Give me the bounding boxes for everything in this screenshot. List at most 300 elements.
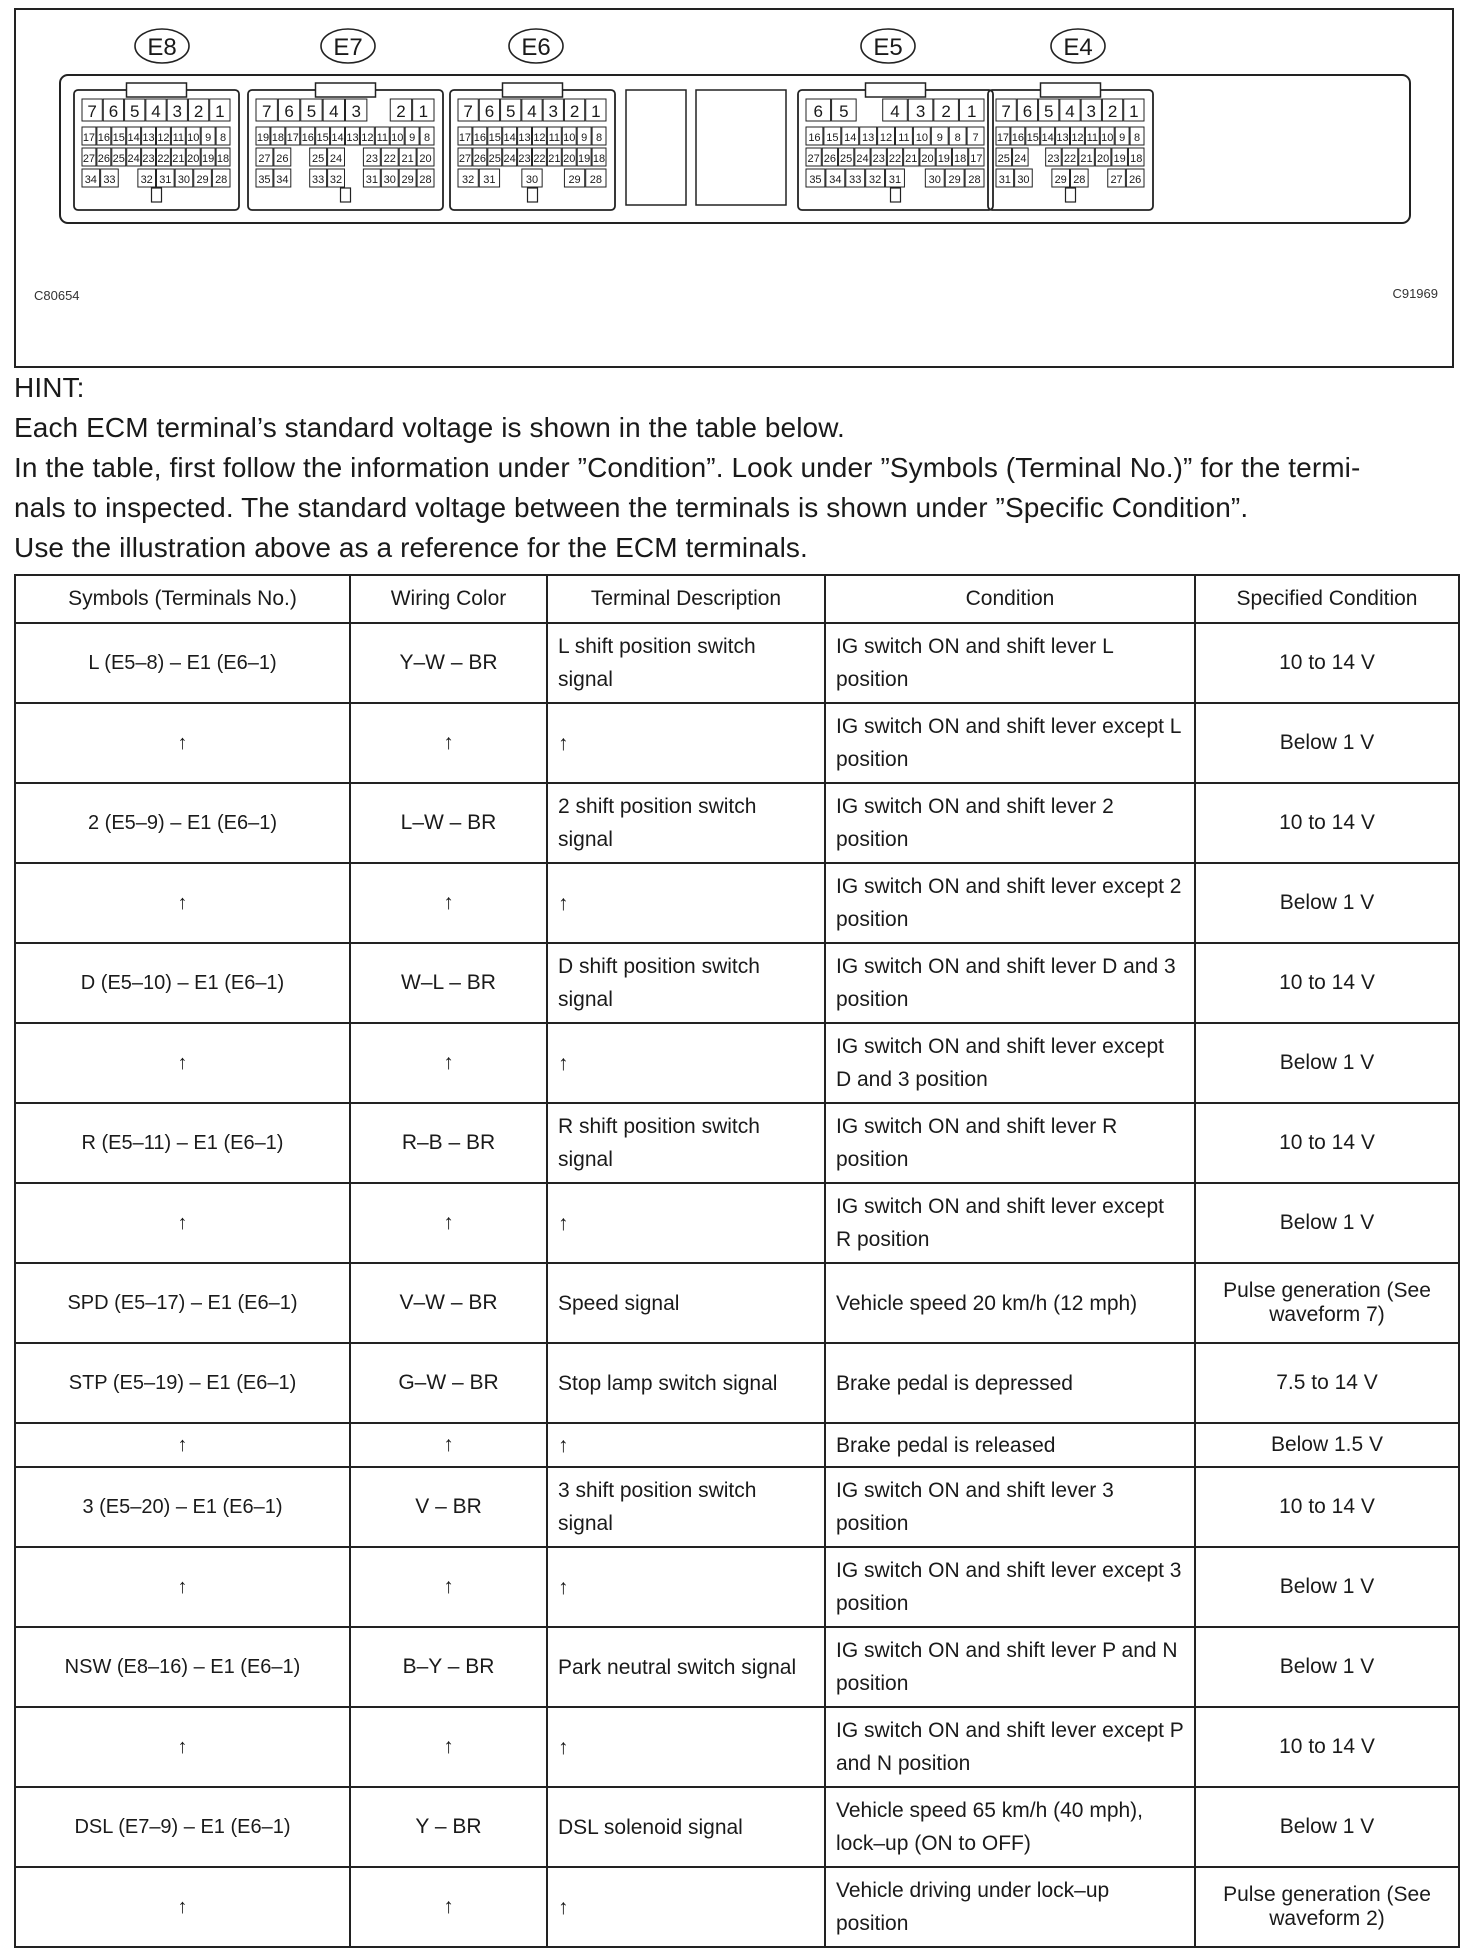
pin-number: 11 [376, 132, 389, 144]
pin-number: 18 [271, 132, 284, 144]
pin-number: 4 [890, 102, 900, 121]
key-slot [341, 188, 351, 202]
pin-number: 1 [1129, 102, 1139, 121]
pin-number: 31 [159, 174, 172, 186]
cell-specified-condition: Below 1 V [1195, 1627, 1459, 1707]
cell-wiring-color: Y – BR [350, 1787, 547, 1867]
pin-number: 6 [284, 102, 294, 121]
pin-number: 20 [187, 153, 200, 165]
pin-number: 18 [592, 153, 606, 165]
cell-condition: IG switch ON and shift lever L position [825, 623, 1195, 703]
cell-wiring-color: ↑ [350, 1423, 547, 1467]
pin-number: 14 [844, 132, 857, 144]
pin-number: 8 [595, 132, 603, 144]
pin-number: 3 [1086, 102, 1097, 121]
cell-symbol: 3 (E5–20) – E1 (E6–1) [15, 1467, 350, 1547]
pin-number: 2 [569, 102, 580, 121]
pin-number: 26 [823, 153, 837, 165]
pin-number: 3 [548, 102, 559, 121]
pin-number: 20 [419, 153, 432, 165]
cell-description: 2 shift position switch signal [547, 783, 825, 863]
pin-number: 31 [365, 174, 378, 186]
pin-number: 5 [839, 102, 849, 121]
pin-number: 32 [462, 174, 475, 186]
key-slot [1066, 188, 1076, 202]
cell-description: ↑ [547, 1023, 825, 1103]
pin-number: 2 [1107, 102, 1118, 121]
pin-number: 2 [193, 102, 204, 121]
connector-label: E4 [1063, 34, 1093, 61]
pin-number: 19 [578, 153, 591, 165]
pin-number: 16 [1011, 132, 1024, 144]
pin-number: 30 [525, 174, 539, 186]
pin-number: 24 [503, 153, 516, 165]
cell-condition: IG switch ON and shift lever 3 position [825, 1467, 1195, 1547]
table-row [15, 623, 1459, 703]
pin-number: 8 [954, 132, 961, 144]
pin-number: 15 [112, 132, 125, 144]
pin-number: 14 [331, 132, 344, 144]
key-slot [891, 188, 901, 202]
pin-number: 12 [533, 132, 546, 144]
cell-condition: IG switch ON and shift lever except 2 position [825, 863, 1195, 943]
cell-description: Speed signal [547, 1263, 825, 1343]
pin-number: 17 [458, 132, 472, 144]
pin-number: 10 [915, 132, 928, 144]
pin-number: 24 [1014, 153, 1027, 165]
cell-wiring-color: ↑ [350, 863, 547, 943]
pin-number: 2 [941, 102, 951, 121]
cell-specified-condition: 10 to 14 V [1195, 1707, 1459, 1787]
pin-number: 22 [533, 153, 546, 165]
pin-number: 5 [306, 102, 317, 121]
cell-condition: Vehicle driving under lock–up position [825, 1867, 1195, 1947]
pin-number: 11 [172, 132, 185, 144]
pin-number: 9 [1119, 132, 1126, 144]
cell-symbol: D (E5–10) – E1 (E6–1) [15, 943, 350, 1023]
cell-specified-condition: Pulse generation (See waveform 7) [1195, 1263, 1459, 1343]
connector-label: E8 [147, 34, 177, 61]
pin-number: 27 [82, 153, 96, 165]
cell-condition: Brake pedal is released [825, 1423, 1195, 1467]
connector-label: E6 [521, 34, 551, 61]
pin-number: 21 [172, 153, 185, 165]
pin-number: 30 [177, 174, 191, 186]
pin-number: 27 [1110, 174, 1123, 186]
pin-number: 1 [591, 102, 601, 121]
pin-number: 7 [87, 102, 97, 121]
cell-specified-condition: Below 1 V [1195, 1787, 1459, 1867]
cell-specified-condition: 10 to 14 V [1195, 1103, 1459, 1183]
key-slot [152, 188, 162, 202]
header-terminal-description: Terminal Description [547, 575, 825, 623]
pin-number: 33 [849, 174, 862, 186]
pin-number: 12 [361, 132, 374, 144]
pin-number: 25 [312, 153, 325, 165]
pin-number: 17 [996, 132, 1010, 144]
pin-number: 11 [1086, 132, 1099, 144]
pin-number: 20 [563, 153, 576, 165]
cell-specified-condition: Below 1 V [1195, 703, 1459, 783]
pin-number: 12 [157, 132, 170, 144]
pin-number: 21 [1080, 153, 1093, 165]
ecm-body-outline [60, 75, 1410, 223]
pin-number: 8 [423, 132, 431, 144]
cell-wiring-color: ↑ [350, 703, 547, 783]
cell-symbol: STP (E5–19) – E1 (E6–1) [15, 1343, 350, 1423]
pin-number: 29 [401, 174, 414, 186]
cell-wiring-color: ↑ [350, 1707, 547, 1787]
pin-number: 9 [581, 132, 588, 144]
pin-number: 11 [898, 132, 910, 144]
pin-number: 4 [527, 102, 537, 121]
pin-number: 4 [329, 102, 339, 121]
cell-description: 3 shift position switch signal [547, 1467, 825, 1547]
pin-number: 28 [589, 174, 602, 186]
pin-number: 25 [112, 153, 125, 165]
pin-number: 27 [458, 153, 472, 165]
pin-number: 25 [997, 153, 1010, 165]
cell-description: ↑ [547, 863, 825, 943]
connector-tab [316, 83, 376, 97]
pin-number: 29 [196, 174, 209, 186]
pin-number: 17 [286, 132, 299, 144]
hint-line-2: In the table, first follow the information under ”Condition”. Look under ”Symbols (Terminal No.)” for the termi- [14, 452, 1361, 483]
pin-number: 34 [276, 174, 289, 186]
cell-description: D shift position switch signal [547, 943, 825, 1023]
cell-description: L shift position switch signal [547, 623, 825, 703]
table-row [15, 943, 1459, 1023]
pin-number: 28 [1073, 174, 1086, 186]
pin-number: 7 [972, 132, 979, 144]
cell-symbol: SPD (E5–17) – E1 (E6–1) [15, 1263, 350, 1343]
pin-number: 13 [142, 132, 155, 144]
pin-number: 6 [813, 102, 824, 121]
cell-specified-condition: 10 to 14 V [1195, 1467, 1459, 1547]
pin-number: 23 [1047, 153, 1060, 165]
pin-number: 6 [484, 102, 495, 121]
cell-specified-condition: Below 1 V [1195, 1183, 1459, 1263]
cell-symbol: ↑ [15, 1867, 350, 1947]
cell-description: R shift position switch signal [547, 1103, 825, 1183]
figure-code-left: C80654 [34, 288, 80, 303]
cell-condition: IG switch ON and shift lever 2 position [825, 783, 1195, 863]
pin-number: 10 [563, 132, 576, 144]
pin-number: 22 [888, 153, 902, 165]
cell-symbol: ↑ [15, 1707, 350, 1787]
pin-number: 34 [829, 174, 842, 186]
connector-label: E7 [333, 34, 363, 61]
connector-tab [503, 83, 563, 97]
table-row [15, 1547, 1459, 1627]
pin-number: 22 [157, 153, 170, 165]
pin-number: 7 [1001, 102, 1011, 121]
pin-number: 12 [1071, 132, 1084, 144]
header-condition: Condition [825, 575, 1195, 623]
cell-description: ↑ [547, 1547, 825, 1627]
cell-condition: IG switch ON and shift lever except L position [825, 703, 1195, 783]
pin-number: 17 [970, 153, 983, 165]
cell-specified-condition: Below 1.5 V [1195, 1423, 1459, 1467]
pin-number: 32 [329, 174, 343, 186]
cell-description: ↑ [547, 703, 825, 783]
cell-description: DSL solenoid signal [547, 1787, 825, 1867]
table-row [15, 1707, 1459, 1787]
pin-number: 1 [215, 102, 225, 121]
pin-number: 19 [256, 132, 270, 144]
cell-specified-condition: 10 to 14 V [1195, 943, 1459, 1023]
pin-number: 26 [97, 153, 110, 165]
cell-symbol: ↑ [15, 1023, 350, 1103]
pin-number: 24 [329, 153, 343, 165]
blank-block [696, 90, 786, 205]
cell-wiring-color: ↑ [350, 1867, 547, 1947]
cell-wiring-color: ↑ [350, 1183, 547, 1263]
pin-number: 30 [1017, 174, 1030, 186]
pin-number: 27 [258, 153, 271, 165]
pin-number: 5 [129, 102, 140, 121]
connector-tab [1041, 83, 1101, 97]
pin-number: 29 [948, 174, 961, 186]
pin-number: 23 [365, 153, 378, 165]
pin-number: 29 [1054, 174, 1067, 186]
pin-number: 26 [1129, 174, 1142, 186]
pin-number: 6 [108, 102, 119, 121]
cell-symbol: NSW (E8–16) – E1 (E6–1) [15, 1627, 350, 1707]
cell-symbol: L (E5–8) – E1 (E6–1) [15, 623, 350, 703]
pin-number: 21 [905, 153, 918, 165]
cell-wiring-color: W–L – BR [350, 943, 547, 1023]
cell-symbol: ↑ [15, 1183, 350, 1263]
pin-number: 19 [1113, 153, 1126, 165]
pin-number: 32 [868, 174, 882, 186]
pin-number: 15 [488, 132, 501, 144]
pin-number: 3 [915, 102, 926, 121]
cell-wiring-color: G–W – BR [350, 1343, 547, 1423]
cell-description: ↑ [547, 1707, 825, 1787]
table-row [15, 1343, 1459, 1423]
table-row [15, 1103, 1459, 1183]
cell-condition: IG switch ON and shift lever except D and 3 position [825, 1023, 1195, 1103]
pin-number: 15 [316, 132, 329, 144]
cell-condition: Vehicle speed 65 km/h (40 mph), lock–up (ON to OFF) [825, 1787, 1195, 1867]
pin-number: 30 [383, 174, 396, 186]
pin-number: 13 [862, 132, 875, 144]
pin-number: 2 [396, 102, 406, 121]
pin-number: 9 [205, 132, 212, 144]
cell-wiring-color: ↑ [350, 1547, 547, 1627]
pin-number: 21 [548, 153, 561, 165]
connector-label: E5 [873, 34, 903, 61]
pin-number: 21 [401, 153, 414, 165]
cell-specified-condition: 10 to 14 V [1195, 623, 1459, 703]
cell-wiring-color: V – BR [350, 1467, 547, 1547]
cell-condition: IG switch ON and shift lever D and 3 position [825, 943, 1195, 1023]
pin-number: 8 [1133, 132, 1141, 144]
pin-number: 13 [518, 132, 531, 144]
table-row [15, 1263, 1459, 1343]
pin-number: 25 [488, 153, 501, 165]
pin-number: 31 [998, 174, 1011, 186]
pin-number: 32 [140, 174, 153, 186]
pin-number: 33 [312, 174, 325, 186]
pin-number: 7 [261, 102, 272, 121]
connector-illustration [16, 10, 1456, 370]
table-row [15, 863, 1459, 943]
cell-condition: IG switch ON and shift lever except P and N position [825, 1707, 1195, 1787]
pin-number: 1 [418, 102, 429, 121]
pin-number: 8 [219, 132, 227, 144]
pin-number: 23 [872, 153, 885, 165]
cell-condition: IG switch ON and shift lever R position [825, 1103, 1195, 1183]
cell-condition: IG switch ON and shift lever except 3 position [825, 1547, 1195, 1627]
blank-block [626, 90, 686, 205]
header-wiring-color: Wiring Color [350, 575, 547, 623]
pin-number: 6 [1022, 102, 1033, 121]
pin-number: 31 [483, 174, 496, 186]
pin-number: 17 [82, 132, 96, 144]
cell-specified-condition: Below 1 V [1195, 863, 1459, 943]
cell-description: Park neutral switch signal [547, 1627, 825, 1707]
ecm-connector-diagram [14, 8, 1454, 368]
pin-number: 14 [1041, 132, 1054, 144]
table-header-row [15, 575, 1459, 623]
cell-symbol: R (E5–11) – E1 (E6–1) [15, 1103, 350, 1183]
pin-number: 23 [142, 153, 155, 165]
pin-number: 1 [966, 102, 977, 121]
table-row [15, 1467, 1459, 1547]
pin-number: 13 [346, 132, 359, 144]
cell-description: Stop lamp switch signal [547, 1343, 825, 1423]
hint-title: HINT: [14, 372, 85, 403]
cell-specified-condition: Below 1 V [1195, 1547, 1459, 1627]
connector-tab [127, 83, 187, 97]
cell-condition: Brake pedal is depressed [825, 1343, 1195, 1423]
cell-condition: IG switch ON and shift lever except R position [825, 1183, 1195, 1263]
cell-symbol: ↑ [15, 1547, 350, 1627]
cell-symbol: ↑ [15, 1423, 350, 1467]
pin-number: 16 [301, 132, 314, 144]
pin-number: 4 [1065, 102, 1075, 121]
pin-number: 24 [856, 153, 869, 165]
cell-specified-condition: Below 1 V [1195, 1023, 1459, 1103]
pin-number: 16 [808, 132, 821, 144]
pin-number: 25 [840, 153, 853, 165]
pin-number: 9 [409, 132, 416, 144]
pin-number: 18 [1130, 153, 1143, 165]
pin-number: 5 [1043, 102, 1054, 121]
pin-number: 3 [172, 102, 183, 121]
pin-number: 34 [84, 174, 97, 186]
pin-number: 19 [937, 153, 950, 165]
pin-number: 29 [568, 174, 581, 186]
table-row [15, 1423, 1459, 1467]
pin-number: 23 [518, 153, 531, 165]
terminal-voltage-table [14, 574, 1460, 1948]
table-row [15, 1023, 1459, 1103]
pin-number: 24 [127, 153, 140, 165]
hint-line-3: nals to inspected. The standard voltage between the terminals is shown under ”Specific Condition”. [14, 492, 1249, 523]
pin-number: 14 [503, 132, 516, 144]
header-symbols: Symbols (Terminals No.) [15, 575, 350, 623]
pin-number: 16 [473, 132, 486, 144]
pin-number: 22 [1063, 153, 1077, 165]
pin-number: 26 [276, 153, 289, 165]
cell-description: ↑ [547, 1183, 825, 1263]
pin-number: 31 [888, 174, 902, 186]
cell-specified-condition: Pulse generation (See waveform 2) [1195, 1867, 1459, 1947]
cell-description: ↑ [547, 1423, 825, 1467]
hint-line-1: Each ECM terminal’s standard voltage is shown in the table below. [14, 412, 845, 443]
pin-number: 16 [97, 132, 110, 144]
pin-number: 26 [473, 153, 486, 165]
table-row [15, 703, 1459, 783]
pin-number: 35 [258, 174, 271, 186]
pin-number: 18 [216, 153, 230, 165]
cell-wiring-color: R–B – BR [350, 1103, 547, 1183]
pin-number: 30 [928, 174, 941, 186]
pin-number: 28 [215, 174, 228, 186]
pin-number: 9 [936, 132, 943, 144]
pin-number: 27 [807, 153, 820, 165]
cell-specified-condition: 10 to 14 V [1195, 783, 1459, 863]
pin-number: 11 [548, 132, 561, 144]
key-slot [528, 188, 538, 202]
pin-number: 18 [953, 153, 967, 165]
cell-specified-condition: 7.5 to 14 V [1195, 1343, 1459, 1423]
cell-condition: Vehicle speed 20 km/h (12 mph) [825, 1263, 1195, 1343]
cell-description: ↑ [547, 1867, 825, 1947]
pin-number: 4 [151, 102, 161, 121]
cell-symbol: ↑ [15, 863, 350, 943]
table-row [15, 783, 1459, 863]
pin-number: 15 [826, 132, 839, 144]
hint-section [14, 368, 1460, 568]
pin-number: 13 [1056, 132, 1069, 144]
pin-number: 14 [127, 132, 140, 144]
cell-wiring-color: L–W – BR [350, 783, 547, 863]
pin-number: 20 [1096, 153, 1110, 165]
table-row [15, 1183, 1459, 1263]
pin-number: 19 [202, 153, 215, 165]
pin-number: 15 [1026, 132, 1039, 144]
pin-number: 10 [391, 132, 404, 144]
cell-wiring-color: ↑ [350, 1023, 547, 1103]
pin-number: 22 [383, 153, 396, 165]
pin-number: 20 [921, 153, 934, 165]
figure-code-right: C91969 [1392, 286, 1438, 301]
cell-symbol: DSL (E7–9) – E1 (E6–1) [15, 1787, 350, 1867]
pin-number: 35 [809, 174, 822, 186]
pin-number: 33 [103, 174, 116, 186]
pin-number: 3 [351, 102, 361, 121]
cell-symbol: ↑ [15, 703, 350, 783]
pin-number: 28 [968, 174, 981, 186]
hint-line-4: Use the illustration above as a reference for the ECM terminals. [14, 532, 808, 563]
cell-condition: IG switch ON and shift lever P and N position [825, 1627, 1195, 1707]
pin-number: 28 [419, 174, 432, 186]
connector-tab [866, 83, 926, 97]
cell-wiring-color: B–Y – BR [350, 1627, 547, 1707]
table-row [15, 1867, 1459, 1947]
cell-wiring-color: V–W – BR [350, 1263, 547, 1343]
cell-symbol: 2 (E5–9) – E1 (E6–1) [15, 783, 350, 863]
header-specified-condition: Specified Condition [1195, 575, 1459, 623]
table-row [15, 1787, 1459, 1867]
pin-number: 12 [879, 132, 893, 144]
pin-number: 10 [1101, 132, 1114, 144]
pin-number: 7 [463, 102, 473, 121]
